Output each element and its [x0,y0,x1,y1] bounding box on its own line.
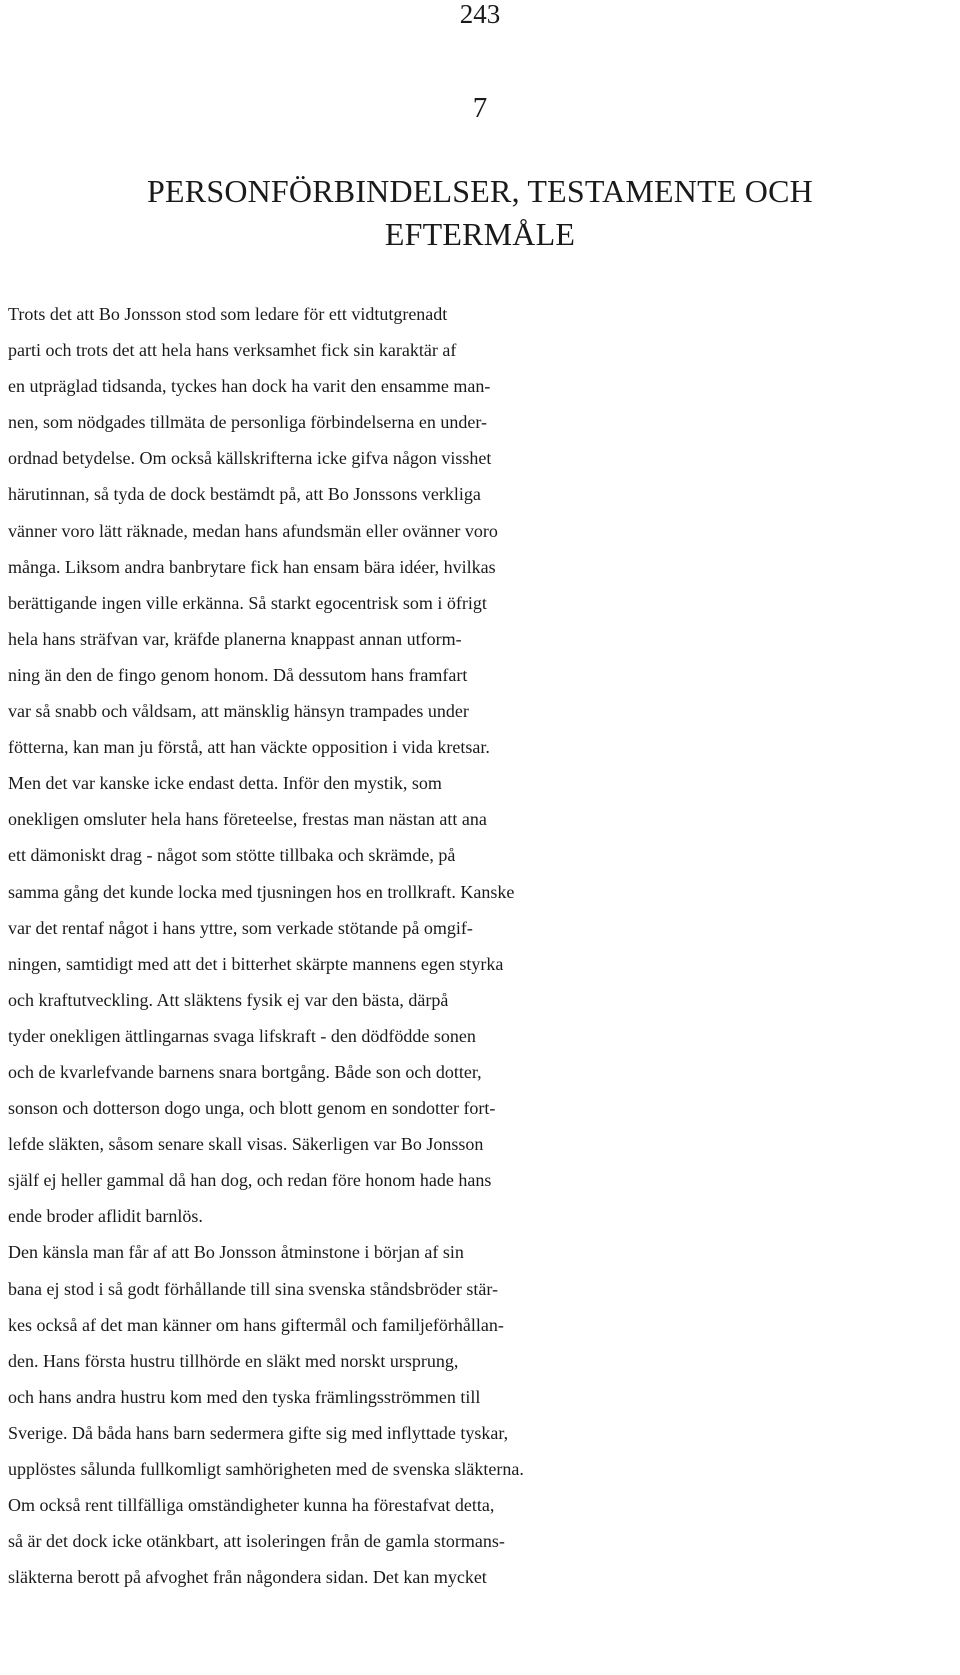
text-line: var så snabb och våldsam, att mänsklig hänsyn trampades under [8,701,469,722]
text-line: ningen, samtidigt med att det i bitterhet skärpte mannens egen styrka [8,953,504,974]
text-line: en utpräglad tidsanda, tyckes han dock ha varit den ensamme man- [8,376,491,397]
text-line: onekligen omsluter hela hans företeelse, frestas man nästan att ana [8,809,487,830]
text-line: ett dämoniskt drag - något som stötte tillbaka och skrämde, på [8,845,456,866]
page-number: 243 [459,0,501,29]
text-line: var det rentaf något i hans yttre, som verkade stötande på omgif- [8,917,473,938]
text-line: den. Hans första hustru tillhörde en släkt med norskt ursprung, [8,1350,459,1371]
text-line: bana ej stod i så godt förhållande till sina svenska ståndsbröder stär- [8,1278,499,1299]
text-line: tyder onekligen ättlingarnas svaga lifskraft - den dödfödde sonen [8,1025,476,1046]
text-line: släkterna berott på afvoghet från någondera sidan. Det kan mycket [8,1567,487,1588]
text-line: Sverige. Då båda hans barn sedermera gifte sig med inflyttade tyskar, [8,1422,509,1443]
text-line: själf ej heller gammal då han dog, och redan före honom hade hans [8,1170,492,1191]
text-line: lefde släkten, såsom senare skall visas. Säkerligen var Bo Jonsson [8,1134,484,1155]
text-line: ende broder aflidit barnlös. [8,1206,203,1227]
text-line: vänner voro lätt räknade, medan hans afundsmän eller ovänner voro [8,520,498,541]
chapter-title-line: PERSONFÖRBINDELSER, TESTAMENTE OCH [147,173,813,209]
body-text [8,296,958,1595]
text-line: och de kvarlefvande barnens snara bortgång. Både son och dotter, [8,1061,482,1082]
text-line: Trots det att Bo Jonsson stod som ledare för ett vidtutgrenadt [8,304,448,324]
chapter-title-line: EFTERMÅLE [384,216,576,252]
text-line: upplöstes sålunda fullkomligt samhörigheten med de svenska släkterna. [8,1459,524,1479]
text-line: samma gång det kunde locka med tjusningen hos en trollkraft. Kanske [8,881,515,902]
text-line: härutinnan, så tyda de dock bestämdt på, att Bo Jonssons verkliga [8,484,481,505]
text-line: ning än den de fingo genom honom. Då dessutom hans framfart [8,664,468,685]
text-line: ordnad betydelse. Om också källskrifterna icke gifva någon visshet [8,448,492,469]
text-line: Den känsla man får af att Bo Jonsson åtminstone i början af sin [8,1242,464,1263]
text-line: Men det var kanske icke endast detta. Inför den mystik, som [8,773,442,794]
chapter-title [0,170,960,256]
text-line: Om också rent tillfälliga omständigheter kunna ha förestafvat detta, [8,1495,495,1516]
text-line: fötterna, kan man ju förstå, att han väckte opposition i vida kretsar. [8,737,490,758]
text-line: så är det dock icke otänkbart, att isoleringen från de gamla stormans- [8,1531,505,1552]
text-line: många. Liksom andra banbrytare fick han ensam bära idéer, hvilkas [8,556,496,577]
text-line: parti och trots det att hela hans verksamhet fick sin karaktär af [8,340,457,361]
text-line: hela hans sträfvan var, kräfde planerna knappast annan utform- [8,628,462,649]
text-line: och hans andra hustru kom med den tyska främlingsströmmen till [8,1386,481,1407]
chapter-number: 7 [472,92,488,124]
text-line: kes också af det man känner om hans giftermål och familjeförhållan- [8,1314,504,1335]
text-line: nen, som nödgades tillmäta de personliga förbindelserna en under- [8,412,487,433]
text-line: sonson och dotterson dogo unga, och blott genom en sondotter fort- [8,1098,496,1119]
text-line: och kraftutveckling. Att släktens fysik ej var den bästa, därpå [8,989,449,1010]
text-line: berättigande ingen ville erkänna. Så starkt egocentrisk som i öfrigt [8,592,487,613]
